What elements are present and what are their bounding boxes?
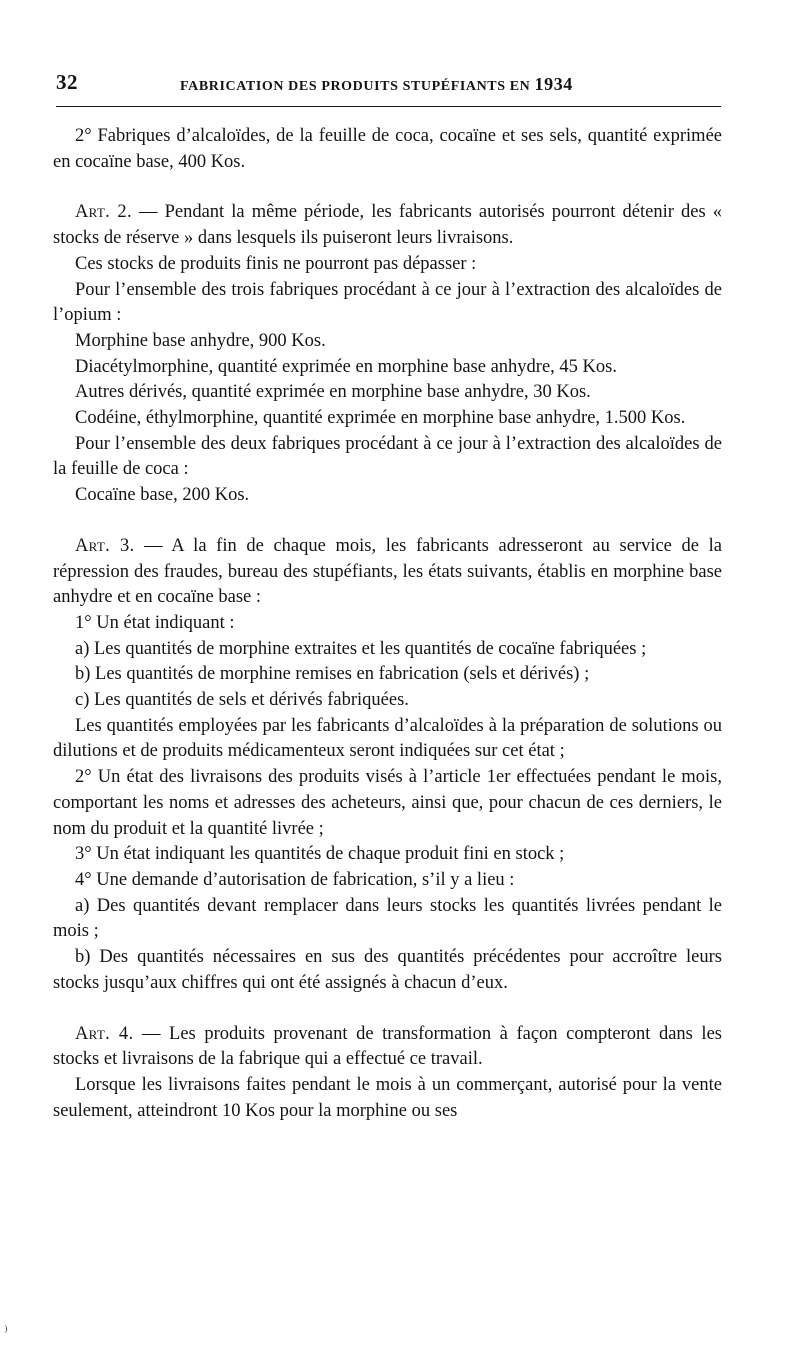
paragraph-text: Les quantités employées par les fabricants d’alcaloïdes à la préparation de solutions ou dilutions et de produits médicamenteux seront indiquées sur cet état ; [53,715,722,762]
paragraph-text: Pour l’ensemble des trois fabriques procédant à ce jour à l’extraction des alcaloïdes de l’opium : [53,279,722,326]
running-header [56,70,721,107]
paragraph [53,252,722,278]
paragraph-art-3 [53,534,722,611]
margin-mark: ⁾ [4,1324,8,1341]
paragraph-text: Lorsque les livraisons faites pendant le mois à un commerçant, autorisé pour la vente seulement, atteindront 10 Kos pour la morphine ou ses [53,1074,722,1121]
paragraph [53,483,722,509]
running-title-text: FABRICATION DES PRODUITS STUPÉFIANTS EN [180,79,531,94]
paragraph [53,662,722,688]
paragraph-text: Codéine, éthylmorphine, quantité exprimée en morphine base anhydre, 1.500 Kos. [75,408,686,429]
paragraph-item-2 [53,124,722,175]
paragraph-text: 2° Fabriques d’alcaloïdes, de la feuille de coca, cocaïne et ses sels, quantité exprimée en cocaïne base, 400 Kos. [53,126,722,172]
paragraph-art-2 [53,200,722,251]
paragraph [53,355,722,381]
paragraph-text: b) Des quantités nécessaires en sus des quantités précédentes pour accroître leurs stocks jusqu’aux chiffres qui ont été assignés à chacun d’eux. [53,947,722,993]
paragraph [53,406,722,432]
paragraph [53,714,722,765]
paragraph-text: b) Les quantités de morphine remises en fabrication (sels et dérivés) ; [75,664,590,685]
paragraph-text: a) Les quantités de morphine extraites et les quantités de cocaïne fabriquées ; [75,638,647,659]
paragraph-text: c) Les quantités de sels et dérivés fabriquées. [75,690,409,711]
running-title [180,74,573,95]
paragraph-text: — Les produits provenant de transformation à façon compteront dans les stocks et livraisons de la fabrique qui a effectué ce travail. [53,1023,722,1070]
paragraph-text: — A la fin de chaque mois, les fabricants adresseront au service de la répression des fraudes, bureau des stupéfiants, les états suivants, établis en morphine base anhydre et en cocaïne base : [53,535,722,608]
article-label: Art. 2. [75,202,132,223]
paragraph [53,380,722,406]
running-title-year: 1934 [534,74,573,94]
paragraph [53,945,722,996]
paragraph [53,1073,722,1124]
paragraph-text: Diacétylmorphine, quantité exprimée en morphine base anhydre, 45 Kos. [75,356,617,377]
paragraph [53,432,722,483]
article-label: Art. 3. [75,535,135,556]
paragraph-text: Pour l’ensemble des deux fabriques procédant à ce jour à l’extraction des alcaloïdes de la feuille de coca : [53,433,722,480]
paragraph [53,278,722,329]
paragraph [53,894,722,945]
paragraph-text: Autres dérivés, quantité exprimée en morphine base anhydre, 30 Kos. [75,382,591,403]
paragraph [53,329,722,355]
paragraph-text: 4° Une demande d’autorisation de fabrication, s’il y a lieu : [75,869,515,890]
body-text [53,124,722,1124]
paragraph [53,868,722,894]
paragraph [53,688,722,714]
paragraph [53,842,722,868]
paragraph [53,637,722,663]
paragraph [53,765,722,842]
paragraph-text: a) Des quantités devant remplacer dans leurs stocks les quantités livrées pendant le mois ; [53,895,722,942]
paragraph-text: — Pendant la même période, les fabricants autorisés pourront détenir des « stocks de réserve » dans lesquels ils puiseront leurs livraisons. [53,202,722,249]
paragraph-text: Ces stocks de produits finis ne pourront pas dépasser : [75,253,477,274]
paragraph-art-4 [53,1022,722,1073]
paragraph-text: 3° Un état indiquant les quantités de chaque produit fini en stock ; [75,844,565,865]
paragraph-text: 1° Un état indiquant : [75,612,235,633]
paragraph-text: Morphine base anhydre, 900 Kos. [75,330,326,351]
paragraph-text: Cocaïne base, 200 Kos. [75,485,250,506]
article-label: Art. 4. [75,1023,134,1044]
page-number: 32 [56,70,78,94]
paragraph [53,611,722,637]
paragraph-text: 2° Un état des livraisons des produits visés à l’article 1er effectuées pendant le mois, comportant les noms et adresses des acheteurs, ainsi que, pour chacun de ces derniers, le nom du produit et la quantité livrée ; [53,767,722,839]
